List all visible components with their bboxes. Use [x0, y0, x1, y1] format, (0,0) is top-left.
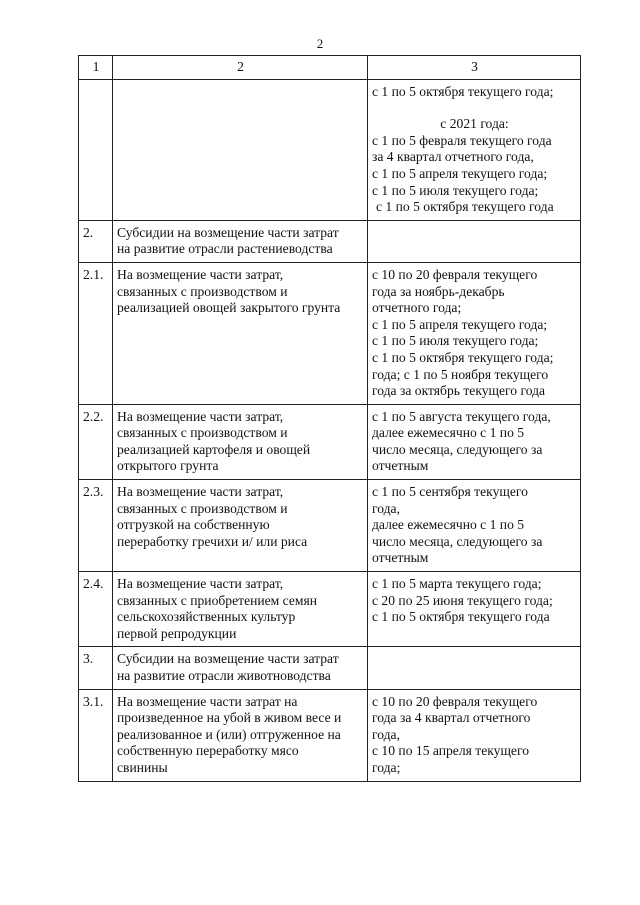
cell-period: [368, 689, 581, 781]
period-line: года; с 1 по 5 ноября текущего: [372, 366, 549, 382]
period-line: с 10 по 15 апреля текущего: [372, 743, 529, 759]
header-col-1: 1: [79, 56, 113, 80]
desc-line: первой репродукции: [117, 625, 237, 641]
period-line: с 1 по 5 октября текущего года;: [372, 83, 554, 99]
period-line: с 10 по 20 февраля текущего: [372, 266, 538, 282]
period-line: с 1 по 5 октября текущего года;: [372, 349, 554, 365]
desc-line: Субсидии на возмещение части затрат: [117, 224, 339, 240]
period-line: с 1 по 5 сентября текущего: [372, 484, 528, 500]
cell-num: 3.1.: [79, 689, 113, 781]
header-col-3: 3: [368, 56, 581, 80]
table-row: [79, 572, 581, 647]
cell-num: 2.2.: [79, 404, 113, 479]
table-row-continuation: [79, 79, 581, 220]
header-col-2: 2: [113, 56, 368, 80]
desc-line: свинины: [117, 759, 168, 775]
cell-period: [368, 262, 581, 404]
cell-desc: [113, 404, 368, 479]
period-line: с 1 по 5 марта текущего года;: [372, 576, 542, 592]
desc-line: связанных с производством и: [117, 283, 288, 299]
cell-desc: [113, 572, 368, 647]
period-line: с 1 по 5 апреля текущего года;: [372, 165, 548, 181]
table-row: [79, 480, 581, 572]
cell-period: [368, 647, 581, 689]
period-line: с 1 по 5 февраля текущего года: [372, 132, 552, 148]
desc-line: На возмещение части затрат,: [117, 484, 284, 500]
desc-line: переработку гречихи и/ или риса: [117, 533, 308, 549]
table-row: [79, 220, 581, 262]
page-number: 2: [316, 36, 324, 51]
table-row: [79, 262, 581, 404]
period-line: года;: [372, 759, 401, 775]
cell-desc: [113, 647, 368, 689]
cell-num: 2.4.: [79, 572, 113, 647]
period-subheading: с 2021 года:: [440, 116, 509, 132]
desc-line: отгрузкой на собственную: [117, 517, 270, 533]
cell-num: [79, 79, 113, 220]
period-line: отчетным: [372, 458, 429, 474]
period-line: года за ноябрь-декабрь: [372, 283, 505, 299]
cell-period: [368, 572, 581, 647]
desc-line: на развитие отрасли растениеводства: [117, 241, 333, 257]
desc-line: собственную переработку мясо: [117, 743, 299, 759]
period-line: далее ежемесячно с 1 по 5: [372, 517, 525, 533]
period-line: число месяца, следующего за: [372, 533, 543, 549]
cell-num: 3.: [79, 647, 113, 689]
desc-line: связанных с производством и: [117, 425, 288, 441]
cell-desc: [113, 79, 368, 220]
period-line: с 20 по 25 июня текущего года;: [372, 592, 553, 608]
cell-period: [368, 220, 581, 262]
cell-period: [368, 480, 581, 572]
table-header-row: [79, 56, 581, 80]
table-row: [79, 647, 581, 689]
period-line: года,: [372, 500, 400, 516]
table-row: [79, 689, 581, 781]
cell-period: [368, 79, 581, 220]
period-line: далее ежемесячно с 1 по 5: [372, 425, 525, 441]
desc-line: произведенное на убой в живом весе и: [117, 710, 342, 726]
desc-line: открытого грунта: [117, 458, 219, 474]
desc-line: связанных с приобретением семян: [117, 592, 318, 608]
desc-line: Субсидии на возмещение части затрат: [117, 651, 339, 667]
table-row: [79, 404, 581, 479]
desc-line: реализованное и (или) отгруженное на: [117, 726, 341, 742]
period-line: с 1 по 5 октября текущего года: [376, 199, 554, 215]
cell-desc: [113, 480, 368, 572]
cell-num: 2.1.: [79, 262, 113, 404]
cell-desc: [113, 262, 368, 404]
spacer: [372, 100, 577, 116]
period-line: отчетным: [372, 550, 429, 566]
desc-line: на развитие отрасли животноводства: [117, 668, 331, 683]
period-line: с 1 по 5 июля текущего года;: [372, 182, 539, 198]
period-line: число месяца, следующего за: [372, 441, 543, 457]
period-line: отчетного года;: [372, 300, 462, 316]
cell-desc: [113, 689, 368, 781]
period-line: года,: [372, 726, 400, 742]
desc-line: сельскохозяйственных культур: [117, 609, 296, 625]
period-line: с 1 по 5 августа текущего года,: [372, 408, 551, 424]
cell-period: [368, 404, 581, 479]
period-line: с 1 по 5 апреля текущего года;: [372, 316, 548, 332]
desc-line: реализацией картофеля и овощей: [117, 441, 311, 457]
period-line: с 10 по 20 февраля текущего: [372, 693, 538, 709]
desc-line: На возмещение части затрат на: [117, 693, 298, 709]
desc-line: реализацией овощей закрытого грунта: [117, 300, 341, 316]
period-line: года за октябрь текущего года: [372, 383, 546, 399]
cell-num: 2.3.: [79, 480, 113, 572]
period-line: за 4 квартал отчетного года,: [372, 149, 534, 165]
desc-line: На возмещение части затрат,: [117, 576, 284, 592]
desc-line: На возмещение части затрат,: [117, 266, 284, 282]
subsidy-schedule-table: [78, 55, 581, 782]
period-line: года за 4 квартал отчетного: [372, 710, 531, 726]
cell-num: 2.: [79, 220, 113, 262]
period-line: с 1 по 5 октября текущего года: [372, 609, 550, 625]
desc-line: На возмещение части затрат,: [117, 408, 284, 424]
desc-line: связанных с производством и: [117, 500, 288, 516]
period-line: с 1 по 5 июля текущего года;: [372, 333, 539, 349]
cell-desc: [113, 220, 368, 262]
